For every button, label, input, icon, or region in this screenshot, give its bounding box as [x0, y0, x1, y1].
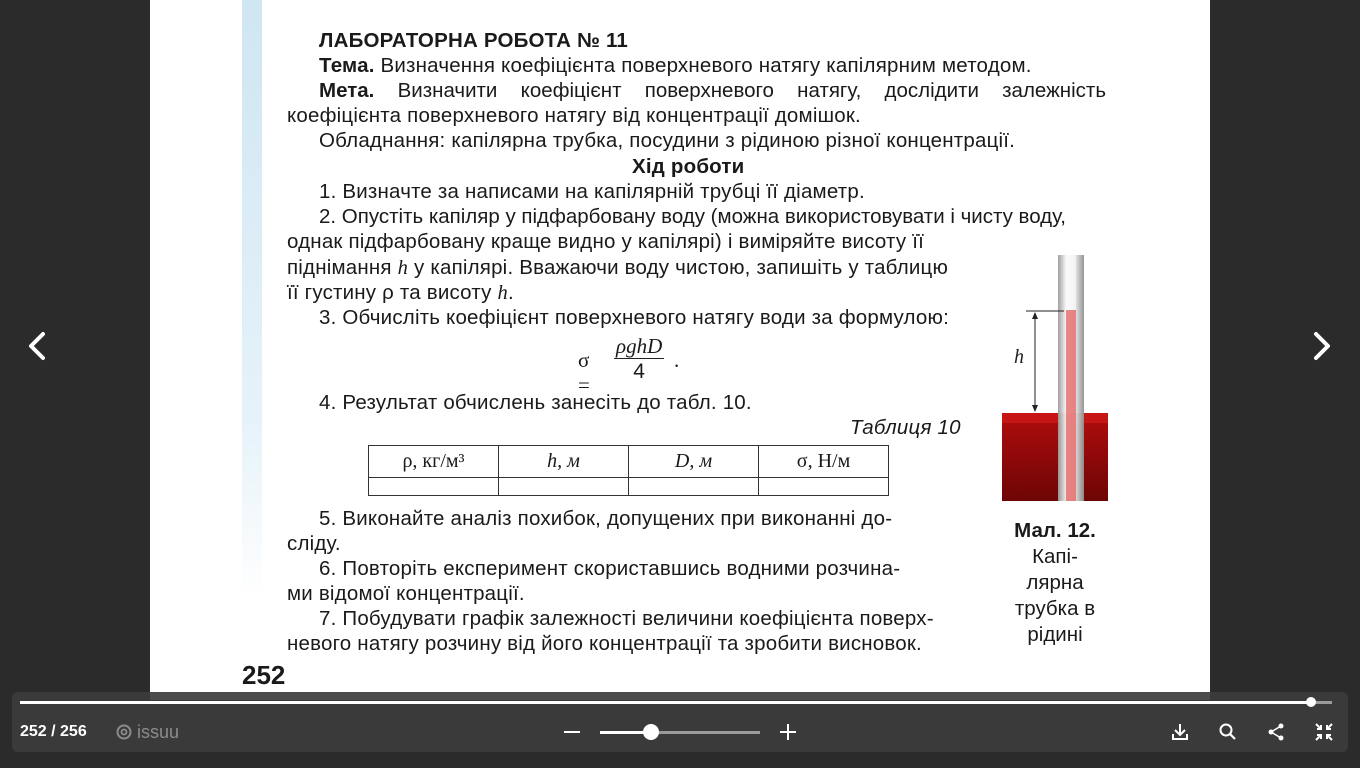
step-5-line-2: сліду. [287, 532, 341, 555]
zoom-in-button[interactable] [773, 717, 803, 747]
var-h-2: h [497, 282, 508, 304]
procedure-heading: Хід роботи [632, 155, 745, 178]
formula-fraction [614, 334, 664, 385]
meta-label: Мета. [319, 79, 375, 102]
zoom-out-button[interactable] [557, 717, 587, 747]
search-icon [1213, 717, 1243, 747]
formula-lhs: σ = [578, 348, 590, 397]
tema-text: Визначення коефіцієнта поверхневого натягу капілярним методом. [380, 54, 1032, 77]
figure-caption-line: Капі- [1032, 545, 1078, 568]
table-header-sigma: σ, Н/м [759, 446, 889, 478]
search-button[interactable] [1213, 717, 1243, 747]
chevron-right-icon [1302, 326, 1342, 366]
progress-thumb[interactable] [1306, 697, 1316, 707]
prev-page-button[interactable] [17, 326, 57, 366]
capillary-tube-figure [1002, 255, 1108, 501]
table-row [369, 478, 889, 496]
meta-line-1 [319, 78, 1106, 103]
figure-caption [998, 518, 1112, 648]
liquid-vessel [1002, 413, 1108, 501]
next-page-button[interactable] [1302, 326, 1342, 366]
issuu-logo-text: issuu [137, 722, 180, 742]
table-header-row [369, 446, 889, 478]
table-header-rho: ρ, кг/м³ [369, 446, 499, 478]
figure-caption-line: рідині [1027, 623, 1083, 646]
liquid-column [1066, 310, 1076, 501]
step-1: 1. Визначте за написами на капілярній трубці її діаметр. [319, 180, 865, 203]
meta-line-2: коефіцієнта поверхневого натягу від концентрації домішок. [287, 104, 861, 127]
table-caption: Таблиця 10 [850, 416, 961, 439]
step-2-line-3b: у капілярі. Вважаючи воду чистою, запишіть у таблицю [414, 256, 949, 279]
page-counter: 252 / 256 [20, 723, 87, 740]
table-cell [369, 478, 499, 496]
results-table [368, 445, 889, 496]
tema-line [319, 53, 1032, 78]
table-header-d: D, м [629, 446, 759, 478]
table-cell [499, 478, 629, 496]
issuu-logo-icon [116, 724, 132, 740]
step-6-line-1: 6. Повторіть експеримент скориставшись водними розчина- [319, 557, 901, 580]
table-cell [759, 478, 889, 496]
step-5-line-1: 5. Виконайте аналіз похибок, допущених при виконанні до- [319, 507, 893, 530]
exit-fullscreen-button[interactable] [1309, 717, 1339, 747]
table-header-h: h, м [499, 446, 629, 478]
chevron-left-icon [17, 326, 57, 366]
figure-caption-line: лярна [1026, 571, 1084, 594]
step-2-line-2: однак підфарбовану краще видно у капілярі) і виміряйте висоту її [287, 230, 924, 253]
page-progress-bar[interactable] [20, 701, 1332, 704]
step-2-line-4 [287, 280, 514, 306]
issuu-logo [116, 722, 179, 743]
step-6-line-2: ми відомої концентрації. [287, 582, 525, 605]
zoom-slider[interactable] [600, 731, 760, 734]
download-icon [1165, 717, 1195, 747]
page-number: 252 [242, 660, 286, 690]
tema-label: Тема. [319, 54, 375, 77]
step-3: 3. Обчисліть коефіцієнт поверхневого натягу води за формулою: [319, 306, 949, 329]
formula-denominator: 4 [633, 360, 645, 383]
var-h: h [397, 257, 409, 279]
step-2-line-3 [287, 255, 948, 281]
figure-label: Мал. 12. [1014, 519, 1096, 542]
equipment-line: Обладнання: капілярна трубка, посудини з рідиною різної концентрації. [319, 129, 1016, 152]
step-4: 4. Результат обчислень занесіть до табл. 10. [319, 391, 752, 414]
download-button[interactable] [1165, 717, 1195, 747]
lab-title: ЛАБОРАТОРНА РОБОТА № 11 [319, 29, 629, 52]
step-2-line-3a: піднімання [287, 256, 392, 279]
formula-numerator: ρghD [616, 334, 663, 358]
plus-icon [773, 717, 803, 747]
step-7-line-1: 7. Побудувати графік залежності величини коефіцієнта поверх- [319, 607, 934, 630]
minus-icon [557, 717, 587, 747]
step-2-line-4a: її густину ρ та висоту [287, 281, 492, 304]
table-cell [629, 478, 759, 496]
figure-h-label: h [1014, 346, 1024, 368]
margin-strip [242, 0, 262, 600]
figure-caption-line: трубка в [1014, 597, 1096, 620]
viewer-toolbar [12, 692, 1348, 752]
step-2-period: . [507, 281, 514, 304]
exit-fullscreen-icon [1309, 717, 1339, 747]
share-button[interactable] [1261, 717, 1291, 747]
meta-text-1: Визначити коефіцієнт поверхневого натягу, дослідити залежність [397, 79, 1107, 102]
progress-fill [20, 701, 1311, 704]
formula-end: . [674, 348, 680, 372]
document-page [150, 0, 1210, 700]
step-2-line-1: 2. Опустіть капіляр у підфарбовану воду (можна використовувати і чисту воду, [319, 205, 1066, 228]
share-icon [1261, 717, 1291, 747]
step-7-line-2: невого натягу розчину від його концентрації та зробити висновок. [287, 632, 922, 655]
zoom-thumb[interactable] [643, 724, 659, 740]
